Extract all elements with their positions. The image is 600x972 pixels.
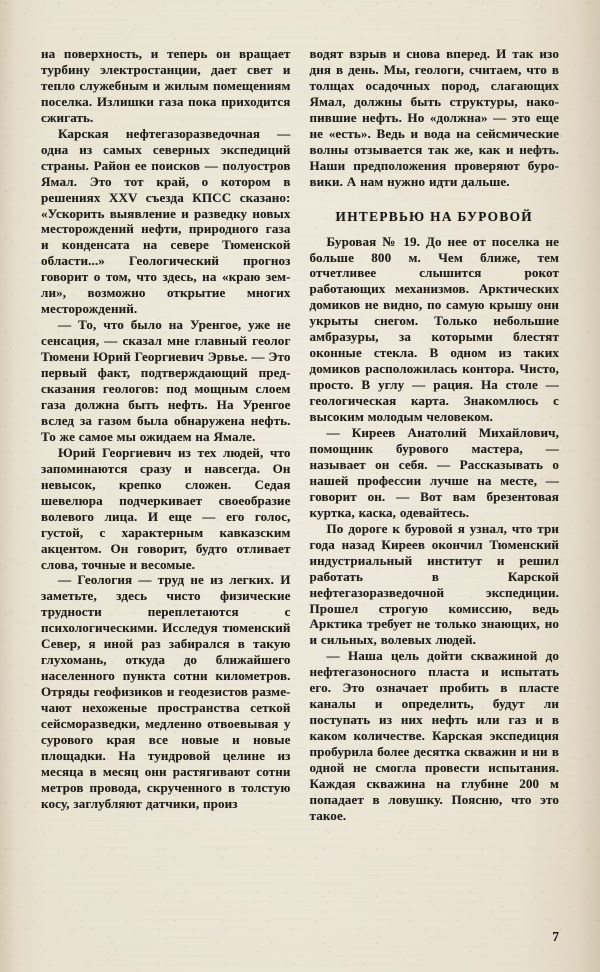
page-number: 7	[552, 929, 559, 944]
paragraph: По дороге к буровой я узнал, что три года назад Киреев окончил Тюменский индустриальный институт и решил работать в Карской нефтегазоразведочной экспедиции. Прошел строгую комиссию, ведь Арктика требует не только знающих, но и сильных, волевых людей.	[309, 520, 559, 648]
paragraph: водят взрыв и снова вперед. И так изо дня в день. Мы, геологи, считаем, что в толщах осадочных пород, слагающих Ямал, должны быть структуры, накопившие нефть. Но «должна» — это еще не «есть». Ведь и вода на сейсмические волны отзывается так же, как и нефть. Наши предположения проверяют буровики. А нам нужно идти дальше.	[309, 46, 559, 189]
paragraph: — Геология — труд не из легких. И заметьте, здесь чисто физические трудности переплетаются с психологическими. Исследуя тюменский Север, я иной раз забирался в такую глухомань, откуда до ближайшего населенного пункта сотни километров. Отряды геофизиков и геодезистов размечают нехоженые пространства сеткой сейсморазведки, медленно отвоевывая у сурового края все новые и новые площадки. На тундровой целине из месяца в месяц они растягивают сотни метров провода, скрученного в толстую косу, заглубляют датчики, произ	[41, 572, 291, 811]
paragraph: — Киреев Анатолий Михайлович, помощник бурового мастера, — называет он себя. — Рассказывать о нашей профессии лучше на месте, — говорит он. — Вот вам брезентовая куртка, каска, одевайтесь.	[309, 425, 559, 520]
column-left	[41, 46, 291, 824]
paragraph: Юрий Георгиевич из тех людей, что запоминаются сразу и навсегда. Он невысок, крепко сложен. Седая шевелюра подчеркивает своеобразие волевого лица. И еще — его голос, густой, с характерным кавказским акцентом. Он говорит, будто отливает слова, точные и весомые.	[41, 444, 291, 572]
paragraph: — То, что было на Уренгое, уже не сенсация, — сказал мне главный геолог Тюмени Юрий Георгиевич Эрвье. — Это первый факт, подтверждающий предсказания геологов: под мощным слоем газа должна быть нефть. На Уренгое вслед за газом была обнаружена нефть. То же самое мы ожидаем на Ямале.	[41, 317, 291, 444]
paragraph: Карская нефтегазоразведочная — одна из самых северных экспедиций страны. Район ее поисков — полуостров Ямал. Это тот край, о котором в решениях XXV съезда КПСС сказано: «Ускорить выявление и разведку новых месторождений нефти, природного газа и конденсата на севере Тюменской области...» Геологический прогноз говорит о том, что здесь, на «краю земли», возможно открытие многих месторождений.	[41, 125, 291, 317]
column-right	[310, 46, 560, 824]
section-heading: ИНТЕРВЬЮ НА БУРОВОЙ	[335, 208, 533, 224]
paragraph: Буровая № 19. До нее от поселка не больше 800 м. Чем ближе, тем отчетливее слышится рокот работающих механизмов. Арктических домиков не видно, по самую крышу они укрыты снегом. Только небольшие амбразуры, за которыми блестят оконные стекла. В одном из таких домиков расположилась контора. Чисто, просто. В углу — рация. На столе — геологическая карта. Знакомлюсь с высоким молодым человеком.	[309, 233, 559, 425]
paragraph: — Наша цель дойти скважиной до нефтегазоносного пласта и испытать его. Это означает пробить в пласте каналы и определить, будут ли поступать из них нефть или газ и в каком количестве. Карская экспедиция пробурила более десятка скважин и ни в одной не смогла провести испытания. Каждая скважина на глубине 200 м попадает в ловушку. Поясню, что это такое.	[309, 648, 559, 823]
text-columns	[41, 46, 559, 824]
paragraph: на поверхность, и теперь он вращает турбину электростанции, дает свет и тепло служебным и жилым помещениям поселка. Излишки газа пока приходится сжигать.	[41, 46, 291, 125]
